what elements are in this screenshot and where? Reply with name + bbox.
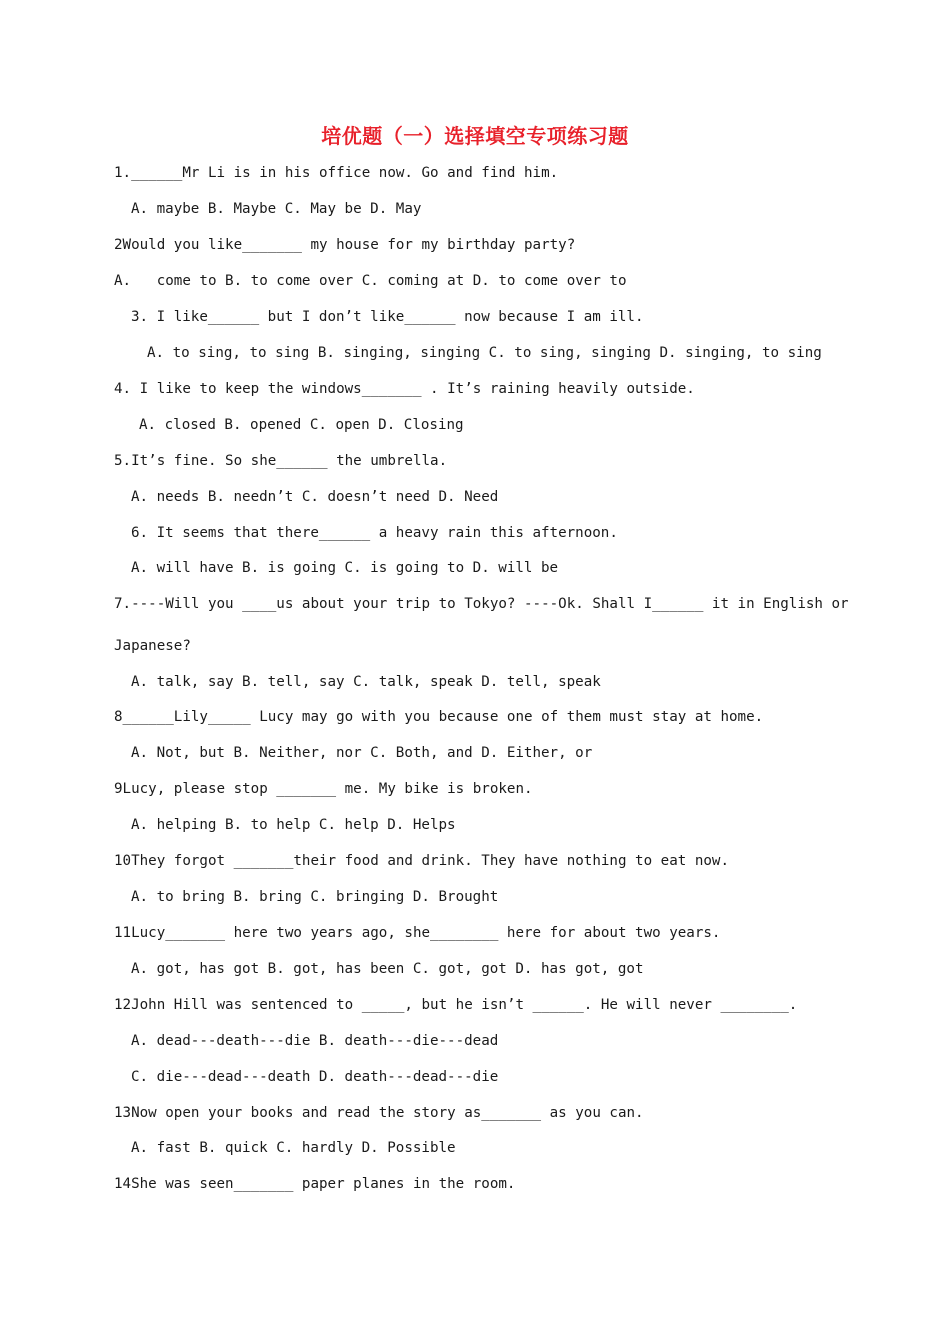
question-12: 12John Hill was sentenced to _____, but he isn’t ______. He will never ________.	[114, 997, 798, 1013]
question-1: 1.______Mr Li is in his office now. Go and find him.	[114, 165, 559, 181]
question-4: 4. I like to keep the windows_______ . It’s raining heavily outside.	[114, 381, 695, 397]
question-5-options: A. needs B. needn’t C. doesn’t need D. Need	[131, 489, 499, 505]
question-3: 3. I like______ but I don’t like______ now because I am ill.	[131, 309, 644, 325]
question-13: 13Now open your books and read the story as_______ as you can.	[114, 1105, 644, 1121]
question-7-options: A. talk, say B. tell, say C. talk, speak D. tell, speak	[131, 674, 601, 690]
question-6: 6. It seems that there______ a heavy rain this afternoon.	[131, 525, 618, 541]
question-2: 2Would you like_______ my house for my birthday party?	[114, 237, 576, 253]
question-4-options: A. closed B. opened C. open D. Closing	[139, 417, 464, 433]
document-title: 培优题（一）选择填空专项练习题	[321, 124, 629, 148]
question-7-continued: Japanese?	[114, 638, 191, 654]
question-14: 14She was seen_______ paper planes in the room.	[114, 1176, 516, 1192]
question-13-options: A. fast B. quick C. hardly D. Possible	[131, 1140, 456, 1156]
question-12-options-cd: C. die---dead---death D. death---dead---die	[131, 1069, 499, 1085]
question-3-options: A. to sing, to sing B. singing, singing C. to sing, singing D. singing, to sing	[147, 345, 822, 361]
question-9-options: A. helping B. to help C. help D. Helps	[131, 817, 456, 833]
question-2-options: A. come to B. to come over C. coming at D. to come over to	[114, 273, 627, 289]
question-8: 8______Lily_____ Lucy may go with you because one of them must stay at home.	[114, 709, 764, 725]
question-10: 10They forgot _______their food and drink. They have nothing to eat now.	[114, 853, 729, 869]
question-5: 5.It’s fine. So she______ the umbrella.	[114, 453, 448, 469]
question-6-options: A. will have B. is going C. is going to D. will be	[131, 560, 559, 576]
question-11: 11Lucy_______ here two years ago, she________ here for about two years.	[114, 925, 721, 941]
question-10-options: A. to bring B. bring C. bringing D. Brought	[131, 889, 499, 905]
question-11-options: A. got, has got B. got, has been C. got, got D. has got, got	[131, 961, 644, 977]
question-7: 7.----Will you ____us about your trip to Tokyo? ----Ok. Shall I______ it in English or	[114, 596, 849, 612]
question-9: 9Lucy, please stop _______ me. My bike is broken.	[114, 781, 533, 797]
question-12-options-ab: A. dead---death---die B. death---die---dead	[131, 1033, 499, 1049]
question-8-options: A. Not, but B. Neither, nor C. Both, and D. Either, or	[131, 745, 593, 761]
question-1-options: A. maybe B. Maybe C. May be D. May	[131, 201, 422, 217]
